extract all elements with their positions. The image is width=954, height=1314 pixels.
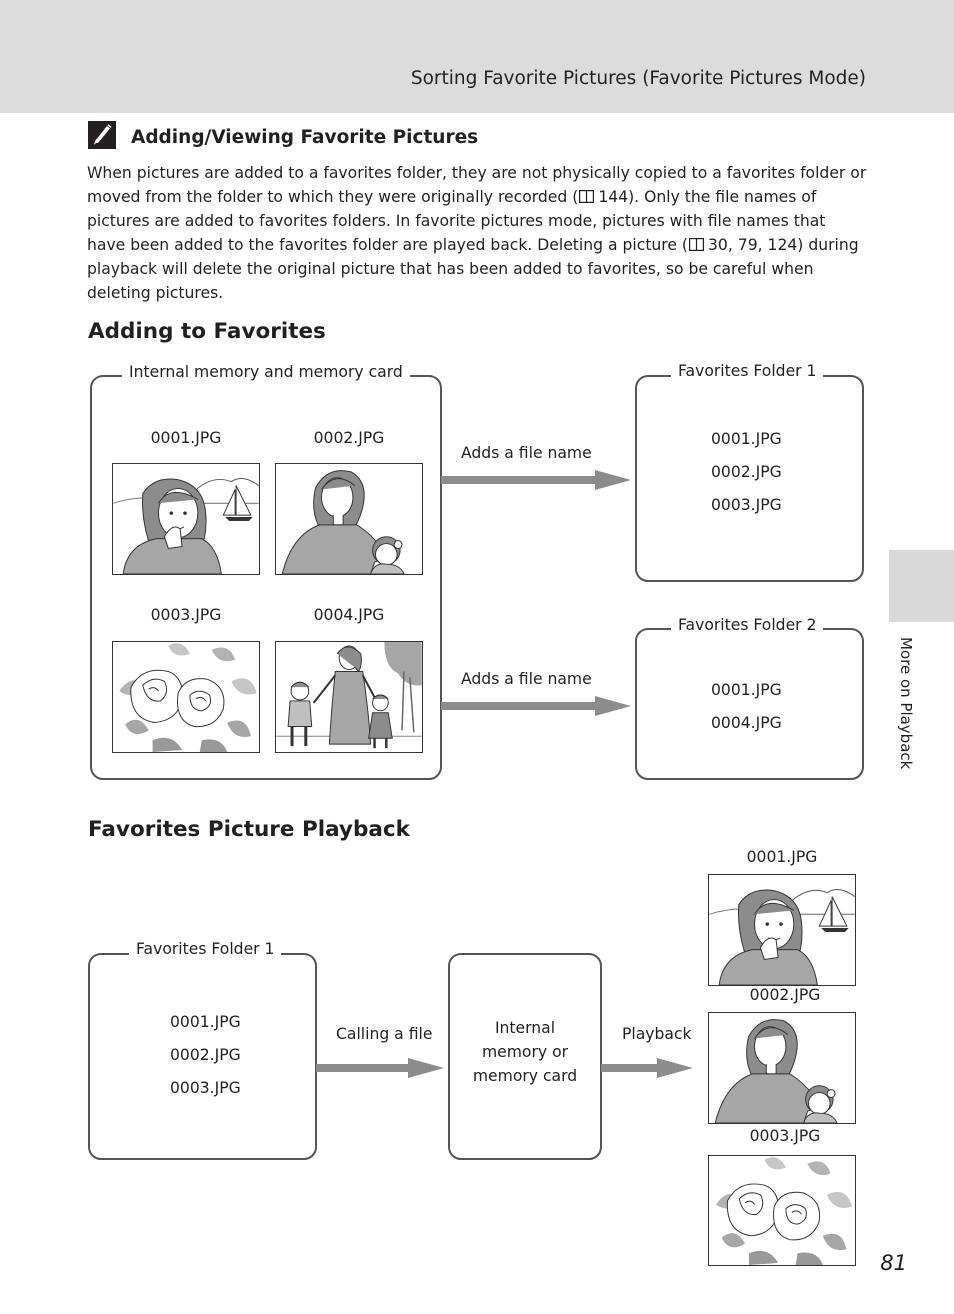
- memory-line: Internal: [494, 1019, 556, 1037]
- photo-filename: 0001.JPG: [746, 848, 818, 866]
- intro-text-3: ) during playback will delete the original picture that has been added to favorites, so be careful when deleting pictures.: [87, 236, 859, 302]
- favorites-folder-1-label: Favorites Folder 1: [671, 362, 823, 380]
- page-number: 81: [880, 1251, 907, 1275]
- file-name: 0001.JPG: [170, 1013, 241, 1031]
- pencil-note-icon: [88, 121, 116, 149]
- source-storage-label: Internal memory and memory card: [122, 363, 410, 381]
- file-name: 0001.JPG: [711, 681, 782, 699]
- photo-filename: 0003.JPG: [749, 1127, 821, 1145]
- photo-thumbnail-0001: [112, 463, 260, 575]
- file-name: 0003.JPG: [170, 1079, 241, 1097]
- file-name: 0002.JPG: [711, 463, 782, 481]
- intro-paragraph: [87, 161, 867, 305]
- playback-folder-files: [170, 1006, 241, 1105]
- arrow-label-adds-file-name: Adds a file name: [461, 444, 592, 462]
- memory-box-text: [448, 1016, 602, 1088]
- section-title-adding: Adding to Favorites: [88, 319, 326, 344]
- book-reference-icon: [689, 238, 704, 251]
- photo-filename: 0004.JPG: [313, 606, 385, 624]
- book-reference-icon: [579, 190, 594, 203]
- right-arrow-icon: [441, 694, 633, 722]
- page-ref-2[interactable]: 30, 79, 124: [708, 236, 798, 254]
- running-header-title: Sorting Favorite Pictures (Favorite Pictures Mode): [410, 68, 866, 89]
- playback-folder-label: Favorites Folder 1: [129, 940, 281, 958]
- right-arrow-icon: [601, 1056, 695, 1084]
- photo-filename: 0002.JPG: [313, 429, 385, 447]
- favorites-folder-1-files: [711, 423, 782, 522]
- file-name: 0001.JPG: [711, 430, 782, 448]
- intro-text-2: ). Only the file names of pictures are added to favorites folders. In favorite pictures mode, pictures with file names that have been added to the favorites folder are played back. Deleting a picture (: [87, 188, 826, 254]
- file-name: 0002.JPG: [170, 1046, 241, 1064]
- page-ref-1[interactable]: 144: [598, 188, 629, 206]
- memory-line: memory or: [481, 1043, 569, 1061]
- memory-line: memory card: [472, 1067, 578, 1085]
- header-band: [0, 0, 954, 113]
- photo-thumbnail-0002: [275, 463, 423, 575]
- side-tab-label: More on Playback: [897, 637, 915, 770]
- arrow-label-calling-file: Calling a file: [336, 1025, 433, 1043]
- favorites-folder-2-files: [711, 674, 782, 740]
- photo-thumbnail-0004: [275, 641, 423, 753]
- arrow-label-playback: Playback: [622, 1025, 692, 1043]
- right-arrow-icon: [441, 468, 633, 496]
- favorites-folder-2-label: Favorites Folder 2: [671, 616, 823, 634]
- file-name: 0003.JPG: [711, 496, 782, 514]
- note-heading: Adding/Viewing Favorite Pictures: [131, 127, 479, 148]
- right-arrow-icon: [316, 1056, 446, 1084]
- playback-photo-0003: [708, 1155, 856, 1266]
- photo-filename: 0003.JPG: [150, 606, 222, 624]
- intro-text-1: When pictures are added to a favorites folder, they are not physically copied to a favorites folder or moved from the folder to which they were originally recorded (: [87, 164, 867, 206]
- file-name: 0004.JPG: [711, 714, 782, 732]
- playback-photo-0002: [708, 1012, 856, 1124]
- section-title-playback: Favorites Picture Playback: [88, 817, 410, 842]
- playback-photo-0001: [708, 874, 856, 986]
- photo-thumbnail-0003: [112, 641, 260, 753]
- photo-filename: 0001.JPG: [150, 429, 222, 447]
- side-tab[interactable]: [889, 550, 954, 622]
- photo-filename: 0002.JPG: [749, 986, 821, 1004]
- arrow-label-adds-file-name: Adds a file name: [461, 670, 592, 688]
